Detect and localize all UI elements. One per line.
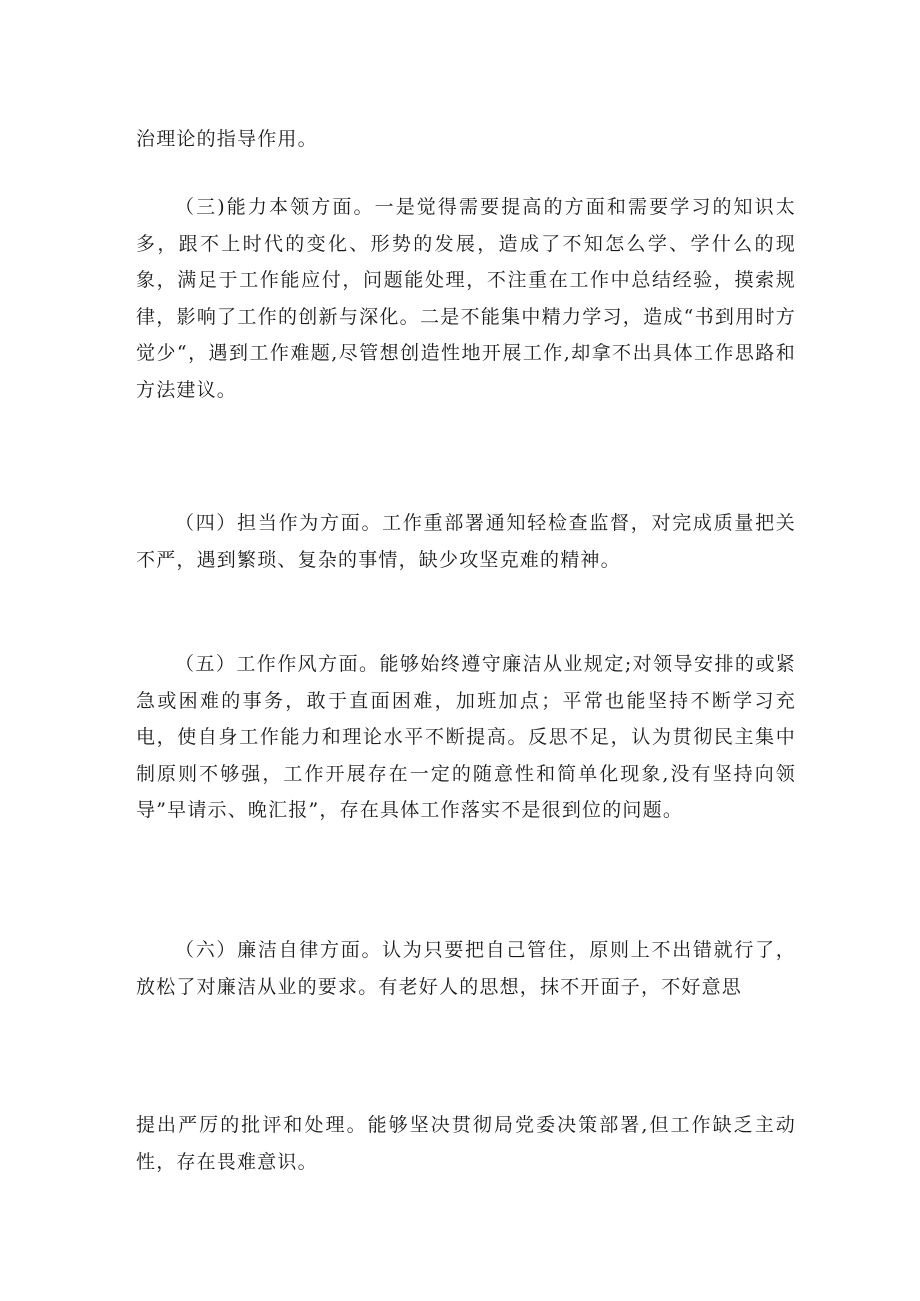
paragraph-work-style: （五）工作作风方面。能够始终遵守廉洁从业规定;对领导安排的或紧急或困难的事务，敢于直面困难，加班加点；平常也能坚持不断学习充电，使自身工作能力和理论水平不断提高。反思不足，认为贯彻民主集中制原则不够强，工作开展存在一定的随意性和简单化现象,没有坚持向领导”早请示、晚汇报”，存在具体工作落实不是很到位的问题。 (136, 653, 796, 821)
paragraph-integrity: （六）廉洁自律方面。认为只要把自己管住，原则上不出错就行了，放松了对廉洁从业的要求。有老好人的思想，抹不开面子，不好意思 (136, 939, 796, 998)
paragraph-continuation: 治理论的指导作用。 (136, 128, 318, 150)
paragraph-responsibility: （四）担当作为方面。工作重部署通知轻检查监督，对完成质量把关不严，遇到繁琐、复杂的事情，缺少攻坚克难的精神。 (136, 512, 796, 571)
paragraph-integrity-continued: 提出严厉的批评和处理。能够坚决贯彻局党委决策部署,但工作缺乏主动性，存在畏难意识。 (136, 1114, 796, 1173)
paragraph-ability: （三)能力本领方面。一是觉得需要提高的方面和需要学习的知识太多，跟不上时代的变化、形势的发展，造成了不知怎么学、学什么的现象，满足于工作能应付，问题能处理，不注重在工作中总结经验，摸索规律，影响了工作的创新与深化。二是不能集中精力学习，造成“书到用时方觉少“，遇到工作难题,尽管想创造性地开展工作,却拿不出具体工作思路和方法建议。 (136, 196, 796, 401)
